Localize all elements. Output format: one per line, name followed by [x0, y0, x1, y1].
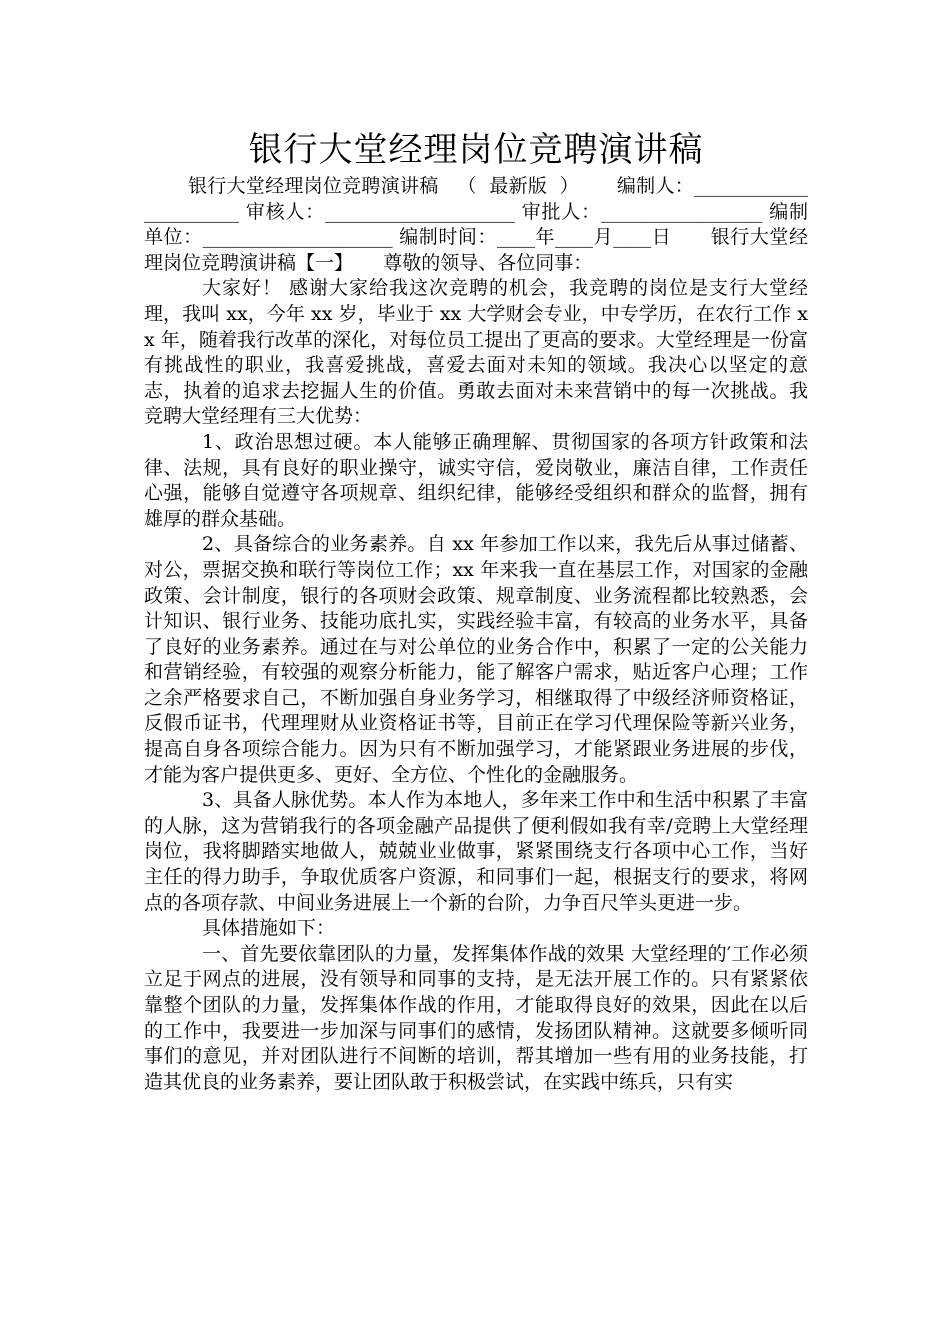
meta-unit-blank: ____________________ — [202, 226, 393, 249]
paragraph-measures-heading: 具体措施如下： — [202, 917, 336, 940]
meta-day-label: 日 — [651, 226, 672, 249]
meta-unit-label: 编制单位： — [144, 200, 809, 249]
meta-approver-label: 审批人： — [514, 200, 601, 223]
meta-heading-one: 银行大堂经理岗位竞聘演讲稿【一】 — [144, 226, 808, 274]
meta-time-label: 编制时间： — [392, 226, 497, 249]
meta-editor-label: 编制人： — [616, 175, 694, 197]
meta-reviewer-blank: ____________________ — [324, 200, 515, 223]
meta-salutation: 尊敬的领导、各位同事： — [353, 251, 593, 274]
meta-subtitle: 银行大堂经理岗位竞聘演讲稿 — [188, 175, 439, 197]
paragraph-advantage-2: 2、具备综合的业务素养。自 xx 年参加工作以来，我先后从事过储蓄、对公，票据交换和联行等岗位工作；xx 年来我一直在基层工作，对国家的金融政策、会计制度，银行的各项财会政策、规章制度、业务流程都比较熟悉，会计知识、银行业务、技能功底扎实，实践经验丰富，有较高的业务水平，具备了良好的业务素养。通过在与对公单位的业务合作中，积累了一定的公关能力和营销经验，有较强的观察分析能力，能了解客户需求，贴近客户心理；工作之余严格要求自己，不断加强自身业务学习，相继取得了中级经济师资格证，反假币证书，代理理财从业资格证书等，目前正在学习代理保险等新兴业务，提高自身各项综合能力。因为只有不断加强学习，才能紧跟业务进展的步伐，才能为客户提供更多、更好、全方位、个性化的金融服务。 — [144, 533, 808, 786]
paragraph-advantage-3: 3、具备人脉优势。本人作为本地人，多年来工作中和生活中积累了丰富的人脉，这为营销我行的各项金融产品提供了便利假如我有幸/竞聘上大堂经理岗位，我将脚踏实地做人，兢兢业业做事，紧紧围绕支行各项中心工作，当好主任的得力助手，争取优质客户资源，和同事们一起，根据支行的要求，将网点的各项存款、中间业务进展上一个新的台阶，力争百尺竿头更进一步。 — [144, 789, 808, 914]
meta-reviewer-label: 审核人： — [239, 200, 325, 223]
meta-year-label: 年 — [534, 226, 556, 249]
meta-year-blank: ____ — [496, 226, 535, 249]
meta-edition: （ 最新版 ） — [438, 175, 617, 197]
meta-approver-blank: _________________ — [600, 200, 763, 223]
document-meta-block — [144, 174, 808, 276]
meta-month-blank: ____ — [555, 226, 594, 249]
meta-month-label: 月 — [593, 226, 614, 249]
document-title: 银行大堂经理岗位竞聘演讲稿 — [248, 130, 704, 170]
meta-editor-blank: ______________________ — [144, 175, 808, 223]
document-page — [144, 0, 808, 1095]
paragraph-greeting: 大家好！ 感谢大家给我这次竞聘的机会，我竞聘的岗位是支行大堂经理，我叫 xx，今年 xx 岁，毕业于 xx 大学财会专业，中专学历，在农行工作 xx 年，随着我行改革的深化，对每位员工提出了更高的要求。大堂经理是一份富有挑战性的职业，我喜爱挑战，喜爱去面对未知的领域。我决心以坚定的意志，执着的追求去挖掘人生的价值。勇敢去面对未来营销中的每一次挑战。我竞聘大堂经理有三大优势： — [144, 277, 808, 428]
paragraph-measure-1: 一、首先要依靠团队的力量，发挥集体作战的效果 大堂经理的′工作必须立足于网点的进展，没有领导和同事的支持，是无法开展工作的。只有紧紧依靠整个团队的力量，发挥集体作战的作用，才能取得良好的效果，因此在以后的工作中，我要进一步加深与同事们的感情，发扬团队精神。这就要多倾听同事们的意见，并对团队进行不间断的培训，帮其增加一些有用的业务技能，打造其优良的业务素养，要让团队敢于积极尝试，在实践中练兵，只有实 — [144, 942, 808, 1093]
meta-day-blank: ____ — [613, 226, 652, 249]
paragraph-advantage-1: 1、政治思想过硬。本人能够正确理解、贯彻国家的各项方针政策和法律、法规，具有良好的职业操守，诚实守信，爱岗敬业，廉洁自律，工作责任心强，能够自觉遵守各项规章、组织纪律，能够经受组织和群众的监督，拥有雄厚的群众基础。 — [144, 430, 808, 530]
